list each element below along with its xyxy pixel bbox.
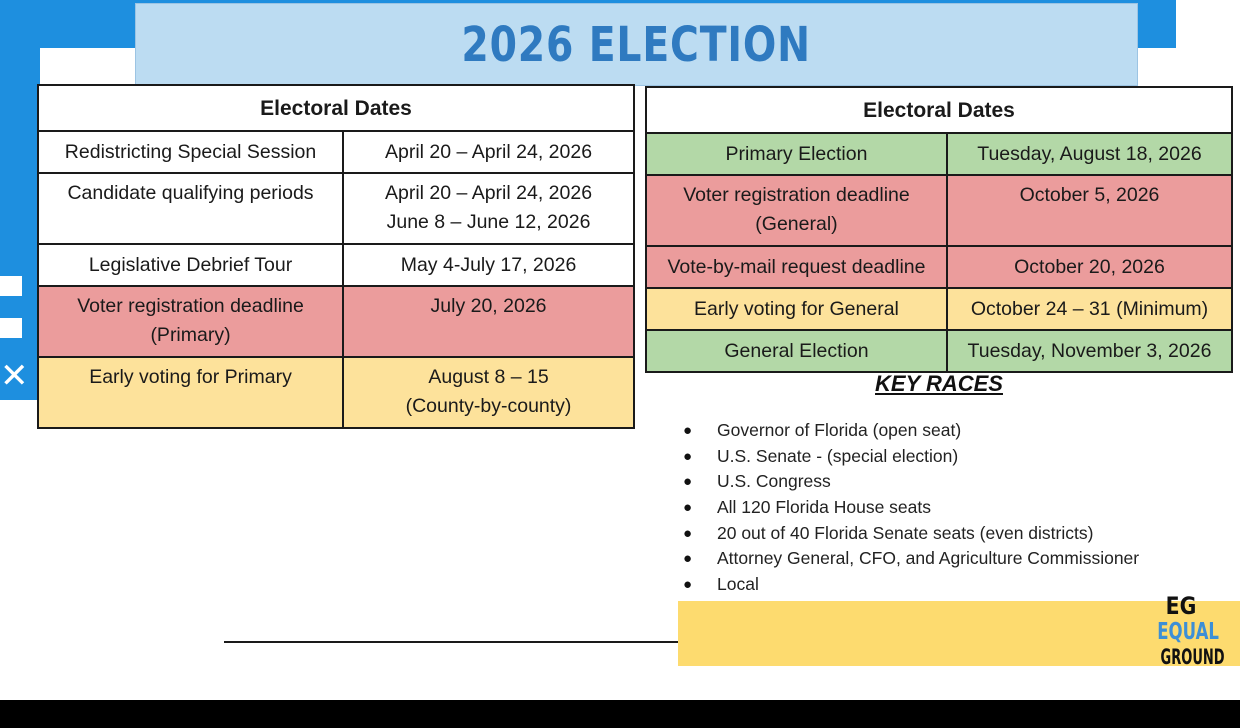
- event-line: Voter registration deadline: [77, 295, 304, 317]
- bullet-icon: ●: [683, 524, 693, 542]
- electoral-dates-table-left: [37, 84, 635, 429]
- list-item: [680, 444, 1139, 470]
- event-cell: Early voting for General: [646, 288, 947, 330]
- logo-equal: EQUAL: [1157, 619, 1219, 645]
- bullet-icon: ●: [683, 576, 693, 594]
- logo-eg: EG: [1165, 592, 1197, 620]
- bullet-icon: ●: [683, 473, 693, 491]
- bottom-black-bar: [0, 700, 1240, 728]
- table-row: [38, 286, 634, 357]
- key-races-list: [680, 418, 1139, 598]
- table-row: [38, 173, 634, 244]
- table-row: [646, 133, 1232, 175]
- event-cell: [38, 286, 343, 357]
- race-label: Attorney General, CFO, and Agriculture Commissioner: [717, 548, 1140, 569]
- event-cell: [646, 175, 947, 246]
- square-decoration-1: [0, 276, 22, 296]
- race-label: U.S. Congress: [717, 471, 831, 492]
- bullet-icon: ●: [683, 550, 693, 568]
- event-line: (General): [755, 213, 838, 235]
- table-header: Electoral Dates: [646, 87, 1232, 133]
- title-banner: [135, 3, 1138, 86]
- x-decoration-icon: ✕: [0, 356, 29, 396]
- square-decoration-2: [0, 318, 22, 338]
- race-label: Governor of Florida (open seat): [717, 420, 962, 440]
- date-cell: [343, 357, 634, 428]
- event-cell: Legislative Debrief Tour: [38, 244, 343, 286]
- race-label: Local: [717, 574, 759, 595]
- table-row: [646, 330, 1232, 372]
- bullet-icon: ●: [683, 422, 693, 439]
- list-item: [680, 521, 1139, 547]
- event-cell: Redistricting Special Session: [38, 131, 343, 173]
- logo-ground: GROUND: [1160, 645, 1225, 669]
- list-item: [680, 418, 1139, 444]
- bullet-icon: ●: [683, 499, 693, 517]
- date-cell: Tuesday, November 3, 2026: [947, 330, 1232, 372]
- bullet-icon: ●: [683, 447, 693, 465]
- date-line: June 8 – June 12, 2026: [386, 211, 591, 233]
- date-cell: October 5, 2026: [947, 175, 1232, 246]
- event-cell: Vote-by-mail request deadline: [646, 246, 947, 288]
- list-item: [680, 546, 1139, 572]
- date-cell: April 20 – April 24, 2026: [343, 131, 634, 173]
- event-cell: Primary Election: [646, 133, 947, 175]
- race-label: All 120 Florida House seats: [717, 497, 931, 518]
- table-row: [38, 244, 634, 286]
- event-line: (Primary): [150, 324, 231, 346]
- race-label: 20 out of 40 Florida Senate seats (even districts): [717, 522, 1094, 543]
- date-line: (County-by-county): [405, 395, 572, 417]
- electoral-dates-table-right: [645, 86, 1233, 373]
- list-item: [680, 495, 1139, 521]
- event-cell: Candidate qualifying periods: [38, 173, 343, 244]
- event-line: Voter registration deadline: [683, 184, 910, 206]
- event-cell: General Election: [646, 330, 947, 372]
- table-row: [646, 175, 1232, 246]
- table-row: [38, 357, 634, 428]
- page-title: 2026 ELECTION: [461, 16, 812, 73]
- table-header: Electoral Dates: [38, 85, 634, 131]
- date-line: August 8 – 15: [428, 366, 549, 388]
- race-label: U.S. Senate - (special election): [717, 445, 959, 466]
- table-row: [38, 131, 634, 173]
- date-cell: October 24 – 31 (Minimum): [947, 288, 1232, 330]
- date-cell: Tuesday, August 18, 2026: [947, 133, 1232, 175]
- date-cell: May 4-July 17, 2026: [343, 244, 634, 286]
- date-cell: October 20, 2026: [947, 246, 1232, 288]
- equal-ground-logo: [1148, 592, 1225, 672]
- list-item: [680, 572, 1139, 598]
- table-row: [646, 246, 1232, 288]
- event-cell: Early voting for Primary: [38, 357, 343, 428]
- list-item: [680, 469, 1139, 495]
- date-cell: [343, 173, 634, 244]
- key-races-title: KEY RACES: [875, 371, 1003, 396]
- blue-accent-left: [0, 0, 40, 400]
- divider-line: [224, 641, 680, 643]
- date-cell: July 20, 2026: [343, 286, 634, 357]
- date-line: April 20 – April 24, 2026: [384, 182, 593, 204]
- table-row: [646, 288, 1232, 330]
